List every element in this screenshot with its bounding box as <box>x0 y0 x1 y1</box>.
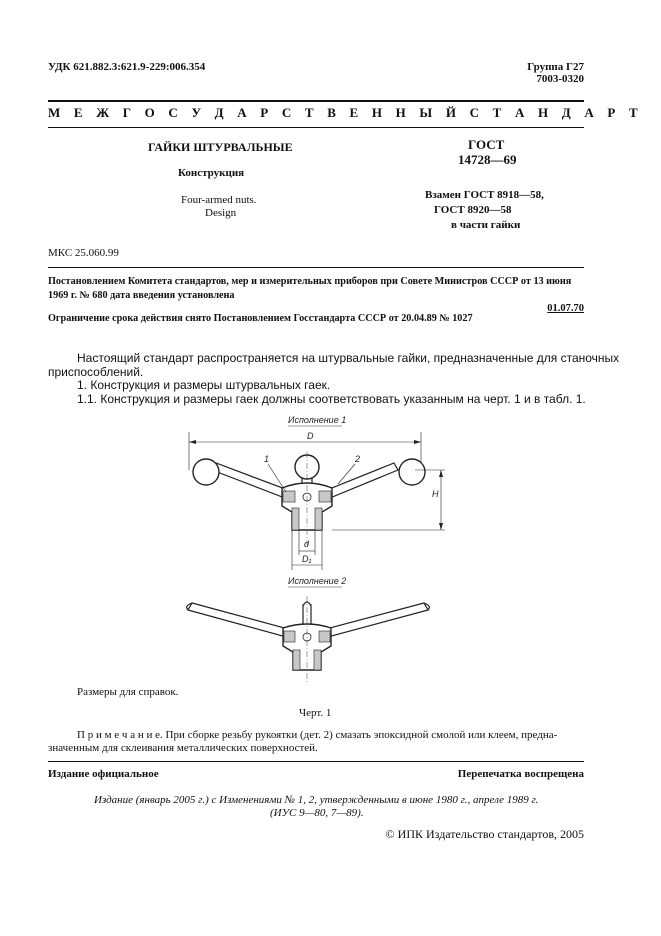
official-edition: Издание официальное <box>48 768 159 780</box>
replaces-line2: ГОСТ 8920—58 <box>434 204 512 216</box>
section-1-heading: 1. Конструкция и размеры штурвальных гаек. <box>77 378 331 392</box>
udk-code: УДК 621.882.3:621.9-229:006.354 <box>48 61 206 73</box>
header-rule <box>48 100 584 102</box>
v2-hub-hatch-left <box>293 650 300 670</box>
left-arm <box>212 463 293 500</box>
replaces-line1: Взамен ГОСТ 8918—58, <box>425 189 544 201</box>
dim-D-label: D <box>307 431 314 441</box>
variant-1-label: Исполнение 1 <box>288 415 347 425</box>
variant-2-label: Исполнение 2 <box>288 576 347 586</box>
banner-rule <box>48 127 584 128</box>
note-text: При сборке резьбу рукоятки (дет. 2) смазать эпоксидной смолой или клеем, предна- <box>162 729 558 741</box>
right-ball <box>399 459 425 485</box>
edition-line1: Издание (январь 2005 г.) с Изменениями № 1, 2, утвержденными в июне 1980 г., апреле 1989 г. <box>94 794 539 806</box>
section-1-1-text: 1.1. Конструкция и размеры гаек должны соответствовать указанным на черт. 1 и в табл. 1. <box>77 392 586 406</box>
footer-rule <box>48 761 584 762</box>
hub-hatch-top-left <box>283 491 295 502</box>
limit-removed: Ограничение срока действия снято Постановлением Госстандарта СССР от 20.04.89 № 1027 <box>48 313 473 324</box>
note-line2: значенным для склеивания металлических поверхностей. <box>48 742 318 754</box>
hub-hatch-left <box>292 508 299 530</box>
classification-code: 7003-0320 <box>536 73 584 85</box>
v2-left-arm <box>188 603 292 638</box>
effective-date: 01.07.70 <box>547 303 584 314</box>
v2-hub-hatch-top-left <box>284 631 295 642</box>
v2-hub-hatch-top-right <box>319 631 330 642</box>
dim-d-label: d <box>304 539 310 549</box>
interstate-standard-banner: М Е Ж Г О С У Д А Р С Т В Е Н Н Ы Й С Т А Н Д А Р Т <box>48 105 643 120</box>
scope-paragraph-line1: Настоящий стандарт распространяется на штурвальные гайки, предназначенные для станочных <box>77 351 620 365</box>
figure-1-drawing <box>150 405 470 695</box>
reference-dimensions-note: Размеры для справок. <box>77 686 179 698</box>
reprint-prohibited: Перепечатка воспрещена <box>457 768 584 780</box>
dim-D1-label: D₁ <box>302 554 312 564</box>
hub-hatch-top-right <box>319 491 331 502</box>
group-code: Группа Г27 <box>527 61 584 73</box>
dim-H-arrow-bottom <box>439 523 443 530</box>
mks-rule <box>48 267 584 268</box>
dim-H-arrow-top <box>439 470 443 477</box>
edition-line2: (ИУС 9—80, 7—89). <box>270 807 364 819</box>
copyright: © ИПК Издательство стандартов, 2005 <box>385 827 584 841</box>
callout-1: 1 <box>264 454 270 464</box>
document-title: ГАЙКИ ШТУРВАЛЬНЫЕ <box>148 140 293 154</box>
left-ball <box>193 459 219 485</box>
decree-line1: Постановлением Комитета стандартов, мер и измерительных приборов при Совете Министров СССР от 13 июня <box>48 276 572 287</box>
english-title-line2: Design <box>205 207 237 219</box>
dim-H-label: H <box>432 489 439 499</box>
dim-D-arrow-right <box>414 440 421 444</box>
note-label: П р и м е ч а н и е. <box>77 729 163 741</box>
hub-hatch-right <box>315 508 322 530</box>
dim-D-arrow-left <box>189 440 196 444</box>
gost-number: 14728—69 <box>458 152 517 167</box>
document-subtitle: Конструкция <box>178 167 245 179</box>
english-title-line1: Four-armed nuts. <box>181 194 257 206</box>
callout-2: 2 <box>355 454 361 464</box>
v2-hub-hatch-right <box>314 650 321 670</box>
replaces-line3: в части гайки <box>451 219 521 231</box>
note-line1 <box>77 729 557 741</box>
scope-paragraph-line2: приспособлений. <box>48 365 144 379</box>
v2-right-arm <box>322 603 428 638</box>
right-arm <box>322 463 398 500</box>
mks-code: МКС 25.060.99 <box>48 247 119 259</box>
gost-label: ГОСТ <box>468 137 505 152</box>
figure-caption: Черт. 1 <box>299 707 332 719</box>
decree-line2: 1969 г. № 680 дата введения установлена <box>48 290 235 301</box>
